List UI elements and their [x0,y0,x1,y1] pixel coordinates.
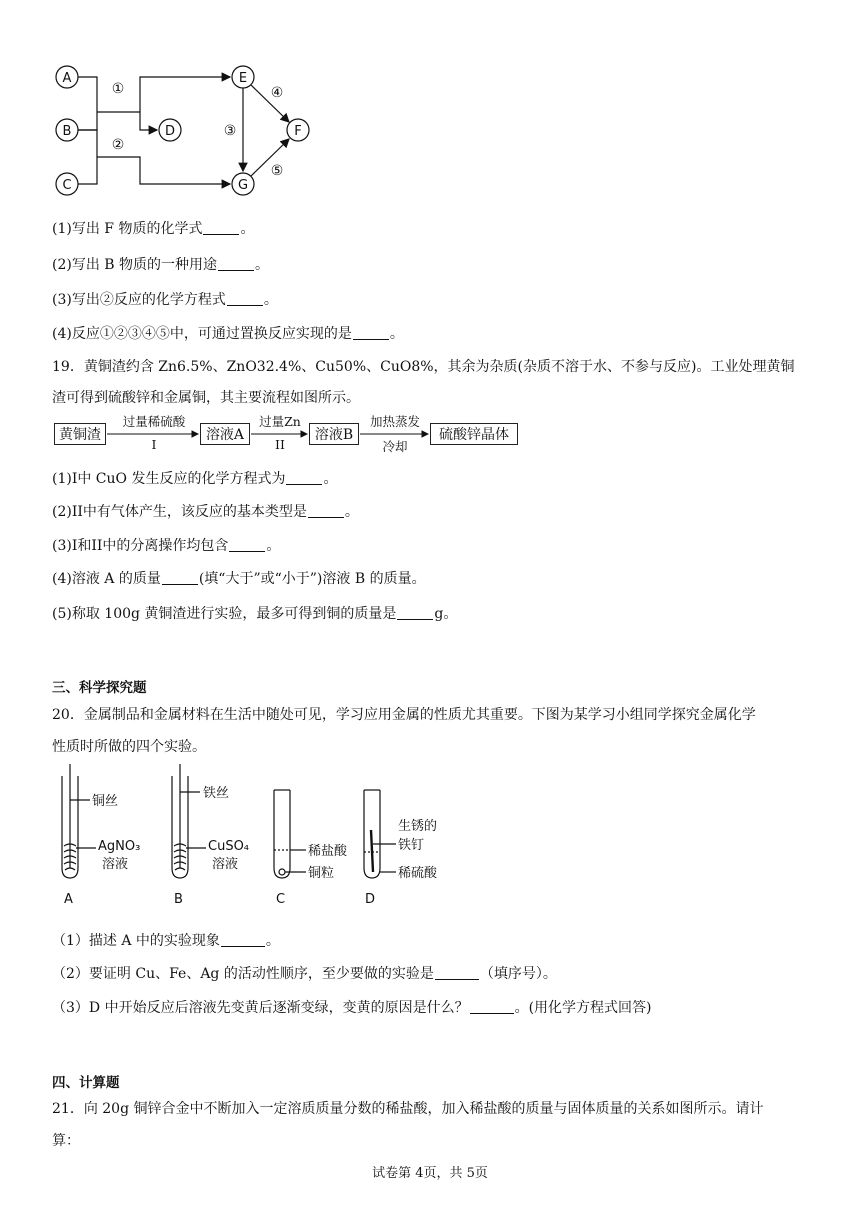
flow-box-brass-residue: 黄铜渣 [54,423,106,445]
label-4: ④ [270,85,284,101]
q19-part5: (5)称取 100g 黄铜渣进行实验，最多可得到铜的质量是 g。 [52,606,458,622]
answer-blank[interactable] [470,999,514,1014]
q20-part3: （3）D 中开始反应后溶液先变黄后逐渐变绿，变黄的原因是什么？ 。(用化学方程式回答) [52,1000,652,1016]
q19-stem-line2: 渣可得到硫酸锌和金属铜，其主要流程如图所示。 [52,390,360,406]
node-e: E [238,71,248,86]
label-5: ⑤ [270,163,284,179]
section-heading-science-inquiry: 三、科学探究题 [52,680,147,696]
label-3: ③ [223,123,237,139]
tube-d-acid-label: 稀硫酸 [398,866,438,881]
answer-blank[interactable] [286,470,322,485]
flow-arrows [0,0,860,460]
answer-blank[interactable] [229,537,265,552]
q20-part1: （1）描述 A 中的实验现象 。 [52,933,280,949]
tube-b-wire-label: 铁丝 [203,786,230,801]
answer-blank[interactable] [308,503,344,518]
flow-step1-reagent: 过量稀硫酸 [122,414,186,429]
q20-part2: （2）要证明 Cu、Fe、Ag 的活动性顺序，至少要做的实验是 （填序号）。 [52,966,557,982]
q18-part2: (2)写出 B 物质的一种用途 。 [52,257,270,273]
q19-part4: (4)溶液 A 的质量 (填“大于”或“小于”)溶液 B 的质量。 [52,571,426,587]
tube-b-letter: B [174,892,183,907]
flow-step2-numeral: II [275,437,285,452]
node-d: D [164,124,176,139]
q18-part1: (1)写出 F 物质的化学式 。 [52,221,255,237]
tube-b-solution-label: CuSO₄ [208,839,250,854]
flow-box-zinc-sulfate-crystal: 硫酸锌晶体 [430,423,518,445]
flow-box-solution-a: 溶液A [200,423,250,445]
flow-step2-reagent: 过量Zn [259,414,301,429]
q18-part3: (3)写出②反应的化学方程式 。 [52,292,278,308]
q18-part4: (4)反应①②③④⑤中，可通过置换反应实现的是 。 [52,326,404,342]
node-g: G [237,178,249,193]
flow-box-solution-b: 溶液B [309,423,359,445]
tube-a-solution-label: AgNO₃ [98,839,141,854]
flow-step3-bottom: 冷却 [382,439,408,454]
node-c: C [62,178,72,193]
q19-part2: (2)II中有气体产生，该反应的基本类型是 。 [52,504,359,520]
answer-blank[interactable] [435,965,479,980]
answer-blank[interactable] [162,570,198,585]
q20-stem-line2: 性质时所做的四个实验。 [52,739,206,755]
tube-d-rusty-label: 生锈的 [398,819,438,834]
flow-step3-top: 加热蒸发 [369,414,420,429]
q21-line1: 21．向 20g 铜锌合金中不断加入一定溶质质量分数的稀盐酸，加入稀盐酸的质量与固体质量的关系如图所示。请计 [52,1101,764,1117]
q19-part3: (3)I和II中的分离操作均包含 。 [52,538,281,554]
tube-a-wire-label: 铜丝 [92,794,119,809]
label-2: ② [111,137,125,153]
tube-c-copper-label: 铜粒 [308,866,335,881]
tube-a-letter: A [64,892,73,907]
tube-d-nail-label: 铁钉 [398,838,425,853]
q20-stem-line1: 20．金属制品和金属材料在生活中随处可见，学习应用金属的性质尤其重要。下图为某学习小组同学探究金属化学 [52,707,756,723]
tube-c-letter: C [276,892,286,907]
node-a: A [62,71,72,86]
flow-step1-numeral: I [151,437,157,452]
tube-d-letter: D [365,892,376,907]
q19-stem-line1: 19．黄铜渣约含 Zn6.5%、ZnO32.4%、Cu50%、CuO8%，其余为杂质(杂质不溶于水、不参与反应)。工业处理黄铜 [52,359,795,375]
node-f: F [294,124,302,139]
answer-blank[interactable] [397,605,433,620]
answer-blank[interactable] [221,932,265,947]
q19-part1: (1)I中 CuO 发生反应的化学方程式为 。 [52,471,338,487]
node-b: B [62,124,72,139]
section-heading-calculation: 四、计算题 [52,1075,120,1091]
tube-a-solution-label2: 溶液 [102,857,129,872]
test-tube-experiments-figure [40,760,470,910]
q21-line2: 算： [52,1133,80,1149]
label-1: ① [111,81,125,97]
page-footer: 试卷第 4页，共 5页 [372,1166,488,1181]
tube-b-solution-label2: 溶液 [212,857,239,872]
tube-c-acid-label: 稀盐酸 [308,844,348,859]
